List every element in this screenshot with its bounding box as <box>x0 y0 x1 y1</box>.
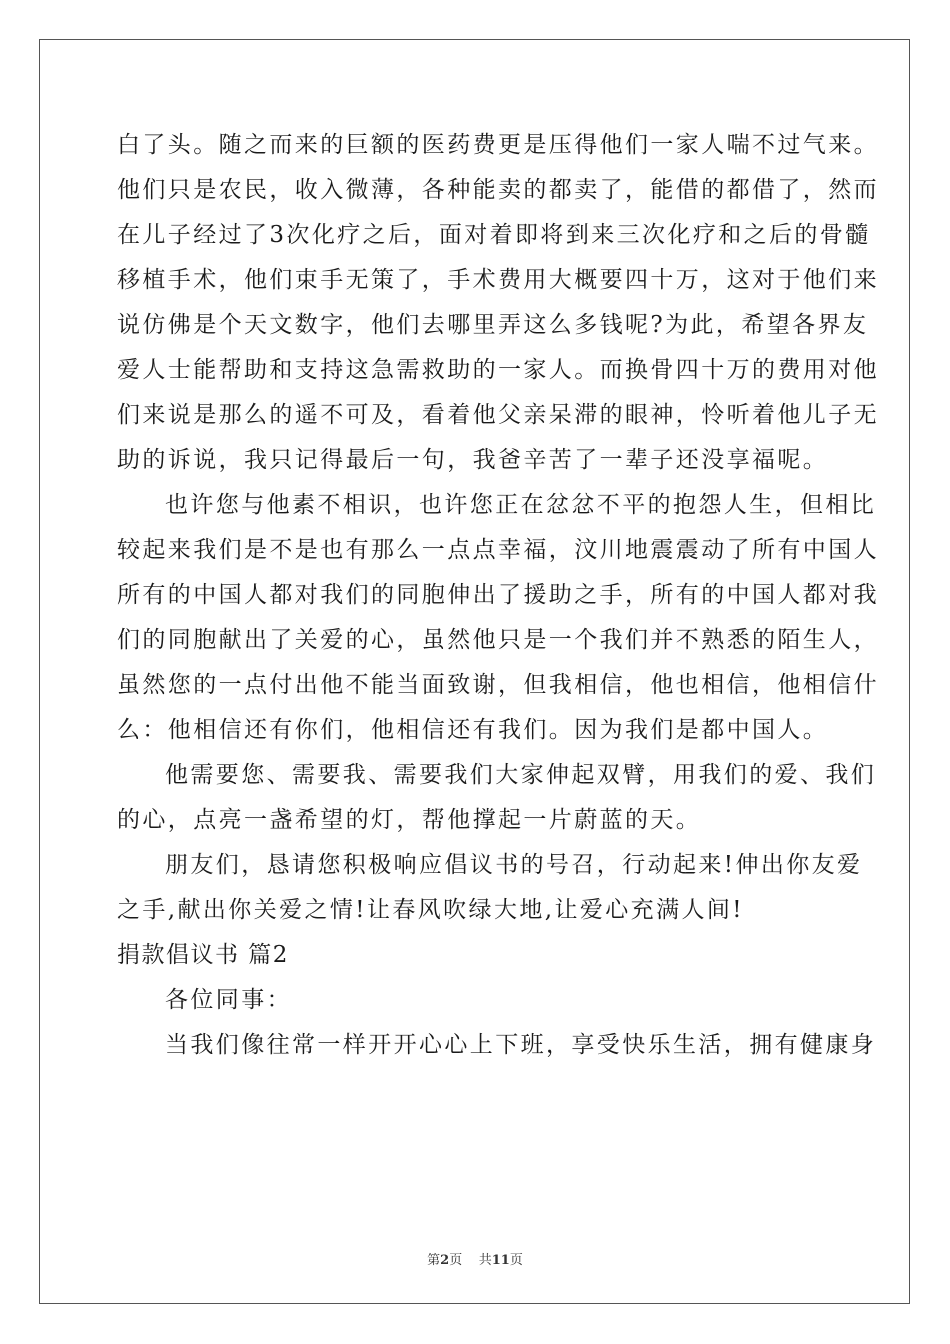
greeting: 各位同事： <box>165 987 292 1013</box>
text-line: 爱人士能帮助和支持这急需救助的一家人。而换骨四十万的费用对他 <box>117 357 879 383</box>
footer-prefix: 第 <box>427 1253 441 1268</box>
paragraph-3 <box>117 753 877 843</box>
text-line: 们来说是那么的遥不可及，看着他父亲呆滞的眼神，怜听着他儿子无 <box>117 402 879 428</box>
text-line: 所有的中国人都对我们的同胞伸出了援助之手，所有的中国人都对我 <box>117 582 879 608</box>
text-line: 白了头。随之而来的巨额的医药费更是压得他们一家人喘不过气来。 <box>117 132 879 158</box>
page-total: 11 <box>491 1253 510 1268</box>
footer-mid: 页 共 <box>449 1253 492 1268</box>
text-line: 当我们像往常一样开开心心上下班，享受快乐生活，拥有健康身 <box>165 1032 877 1058</box>
text-line: 他们只是农民，收入微薄，各种能卖的都卖了，能借的都借了，然而 <box>117 177 879 203</box>
text-line: 之手,献出你关爱之情!让春风吹绿大地,让爱心充满人间! <box>117 897 744 923</box>
footer-suffix: 页 <box>509 1253 523 1268</box>
text-line: 他需要您、需要我、需要我们大家伸起双臂，用我们的爱、我们 <box>165 762 877 788</box>
text-line: 在儿子经过了3次化疗之后，面对着即将到来三次化疗和之后的骨髓 <box>117 222 871 248</box>
document-body <box>117 123 879 1068</box>
text-line: 虽然您的一点付出他不能当面致谢，但我相信，他也相信，他相信什 <box>117 672 879 698</box>
section-heading: 捐款倡议书 篇2 <box>117 942 289 968</box>
page-number: 2 <box>440 1253 450 1268</box>
text-line: 们的同胞献出了关爱的心，虽然他只是一个我们并不熟悉的陌生人， <box>117 627 879 653</box>
paragraph-2 <box>117 483 879 753</box>
text-line: 朋友们，恳请您积极响应倡议书的号召，行动起来!伸出你友爱 <box>165 852 863 878</box>
text-line: 较起来我们是不是也有那么一点点幸福，汶川地震震动了所有中国人 <box>117 537 879 563</box>
paragraph-4 <box>117 843 863 933</box>
paragraph-1 <box>117 123 879 483</box>
text-line: 也许您与他素不相识，也许您正在忿忿不平的抱怨人生，但相比 <box>165 492 877 518</box>
text-line: 移植手术，他们束手无策了，手术费用大概要四十万，这对于他们来 <box>117 267 879 293</box>
text-line: 说仿佛是个天文数字，他们去哪里弄这么多钱呢?为此，希望各界友 <box>117 312 869 338</box>
text-line: 的心，点亮一盏希望的灯，帮他撑起一片蔚蓝的天。 <box>117 807 702 833</box>
page-footer <box>0 1249 950 1268</box>
text-line: 么：他相信还有你们，他相信还有我们。因为我们是都中国人。 <box>117 717 829 743</box>
text-line: 助的诉说，我只记得最后一句，我爸辛苦了一辈子还没享福呢。 <box>117 447 829 473</box>
